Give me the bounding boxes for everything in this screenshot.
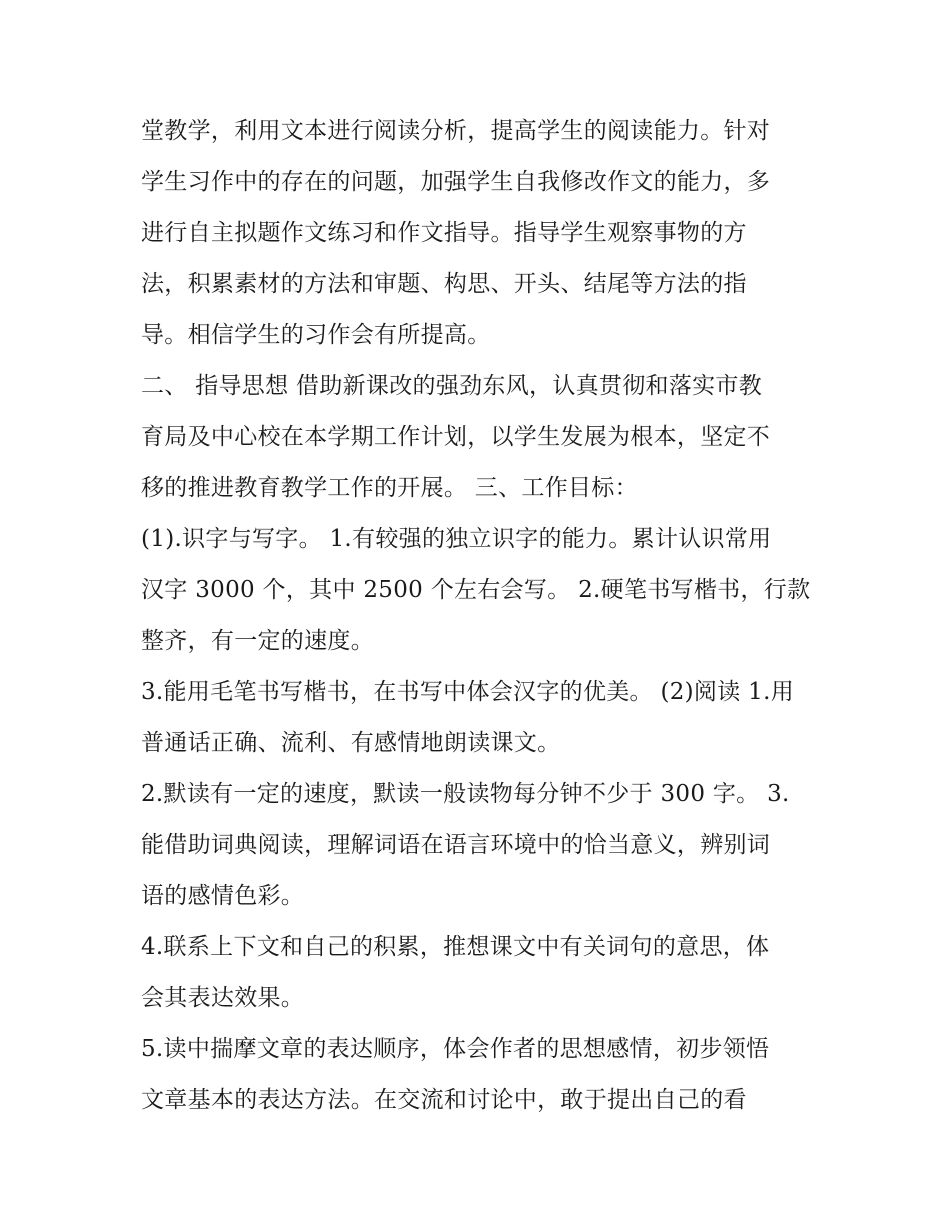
text-line: 会其表达效果。 — [141, 985, 305, 1011]
text-line: 3.能用毛笔书写楷书，在书写中体会汉字的优美。 (2)阅读 1.用 — [141, 679, 794, 705]
text-line: 5.读中揣摩文章的表达顺序，体会作者的思想感情，初步领悟 — [141, 1036, 770, 1062]
text-line: 4.联系上下文和自己的积累，推想课文中有关词句的意思，体 — [141, 934, 770, 960]
document-body — [141, 106, 821, 1126]
text-line: 语的感情色彩。 — [141, 883, 305, 909]
text-line: 2.默读有一定的速度，默读一般读物每分钟不少于 300 字。 3. — [141, 781, 790, 807]
text-line: 育局及中心校在本学期工作计划，以学生发展为根本，坚定不 — [141, 424, 771, 450]
text-line: 堂教学，利用文本进行阅读分析，提高学生的阅读能力。针对 — [141, 118, 771, 144]
text-line: 普通话正确、流利、有感情地朗读课文。 — [141, 730, 561, 756]
text-line: (1).识字与写字。 1.有较强的独立识字的能力。累计认识常用 — [141, 526, 772, 552]
text-line: 法，积累素材的方法和审题、构思、开头、结尾等方法的指 — [141, 271, 747, 297]
text-line: 文章基本的表达方法。在交流和讨论中，敢于提出自己的看 — [141, 1087, 747, 1113]
text-line: 学生习作中的存在的问题，加强学生自我修改作文的能力，多 — [141, 169, 771, 195]
text-line: 汉字 3000 个，其中 2500 个左右会写。 2.硬笔书写楷书，行款 — [141, 577, 811, 603]
text-line: 移的推进教育教学工作的开展。 三、工作目标： — [141, 475, 638, 501]
text-line: 能借助词典阅读，理解词语在语言环境中的恰当意义，辨别词 — [141, 832, 771, 858]
text-line: 进行自主拟题作文练习和作文指导。指导学生观察事物的方 — [141, 220, 747, 246]
text-line: 二、 指导思想 借助新课改的强劲东风，认真贯彻和落实市教 — [141, 373, 763, 399]
text-line: 整齐，有一定的速度。 — [141, 628, 374, 654]
text-line: 导。相信学生的习作会有所提高。 — [141, 322, 491, 348]
